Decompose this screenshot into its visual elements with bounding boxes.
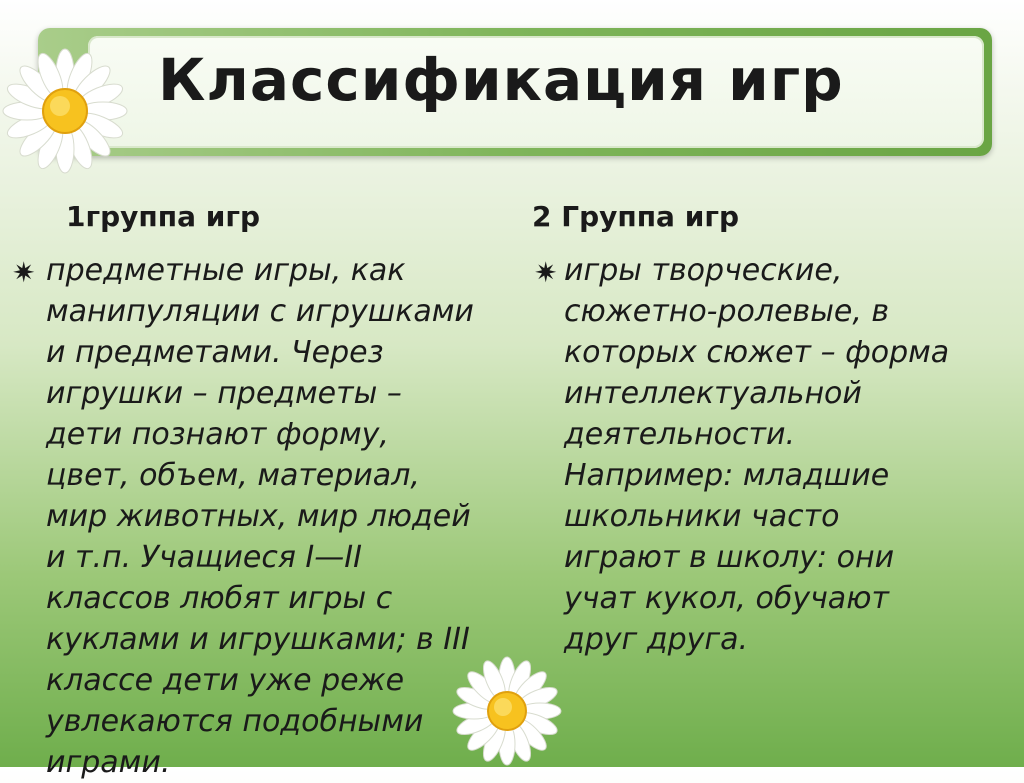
left-bullet-icon: ✷ bbox=[12, 256, 36, 289]
left-column-heading: 1группа игр bbox=[66, 200, 261, 233]
daisy-flower-icon bbox=[2, 48, 128, 174]
right-bullet-icon: ✷ bbox=[534, 256, 558, 289]
left-column-text: предметные игры, как манипуляции с игрушками и предметами. Через игрушки – предметы – дети познают форму, цвет, объем, материал, мир животных, мир людей и т.п. Учащиеся I—II классов любят игры с куклами и игрушками; в III классе дети уже реже увлекаются подобными играми. bbox=[46, 253, 474, 780]
slide-title: Классификация игр bbox=[158, 46, 844, 114]
right-column-text: игры творческие, сюжетно-ролевые, в которых сюжет – форма интеллектуальной деятельности. Например: младшие школьники часто играют в школу: они учат кукол, обучают друг друга. bbox=[564, 253, 950, 657]
right-column-heading: 2 Группа игр bbox=[532, 200, 739, 233]
